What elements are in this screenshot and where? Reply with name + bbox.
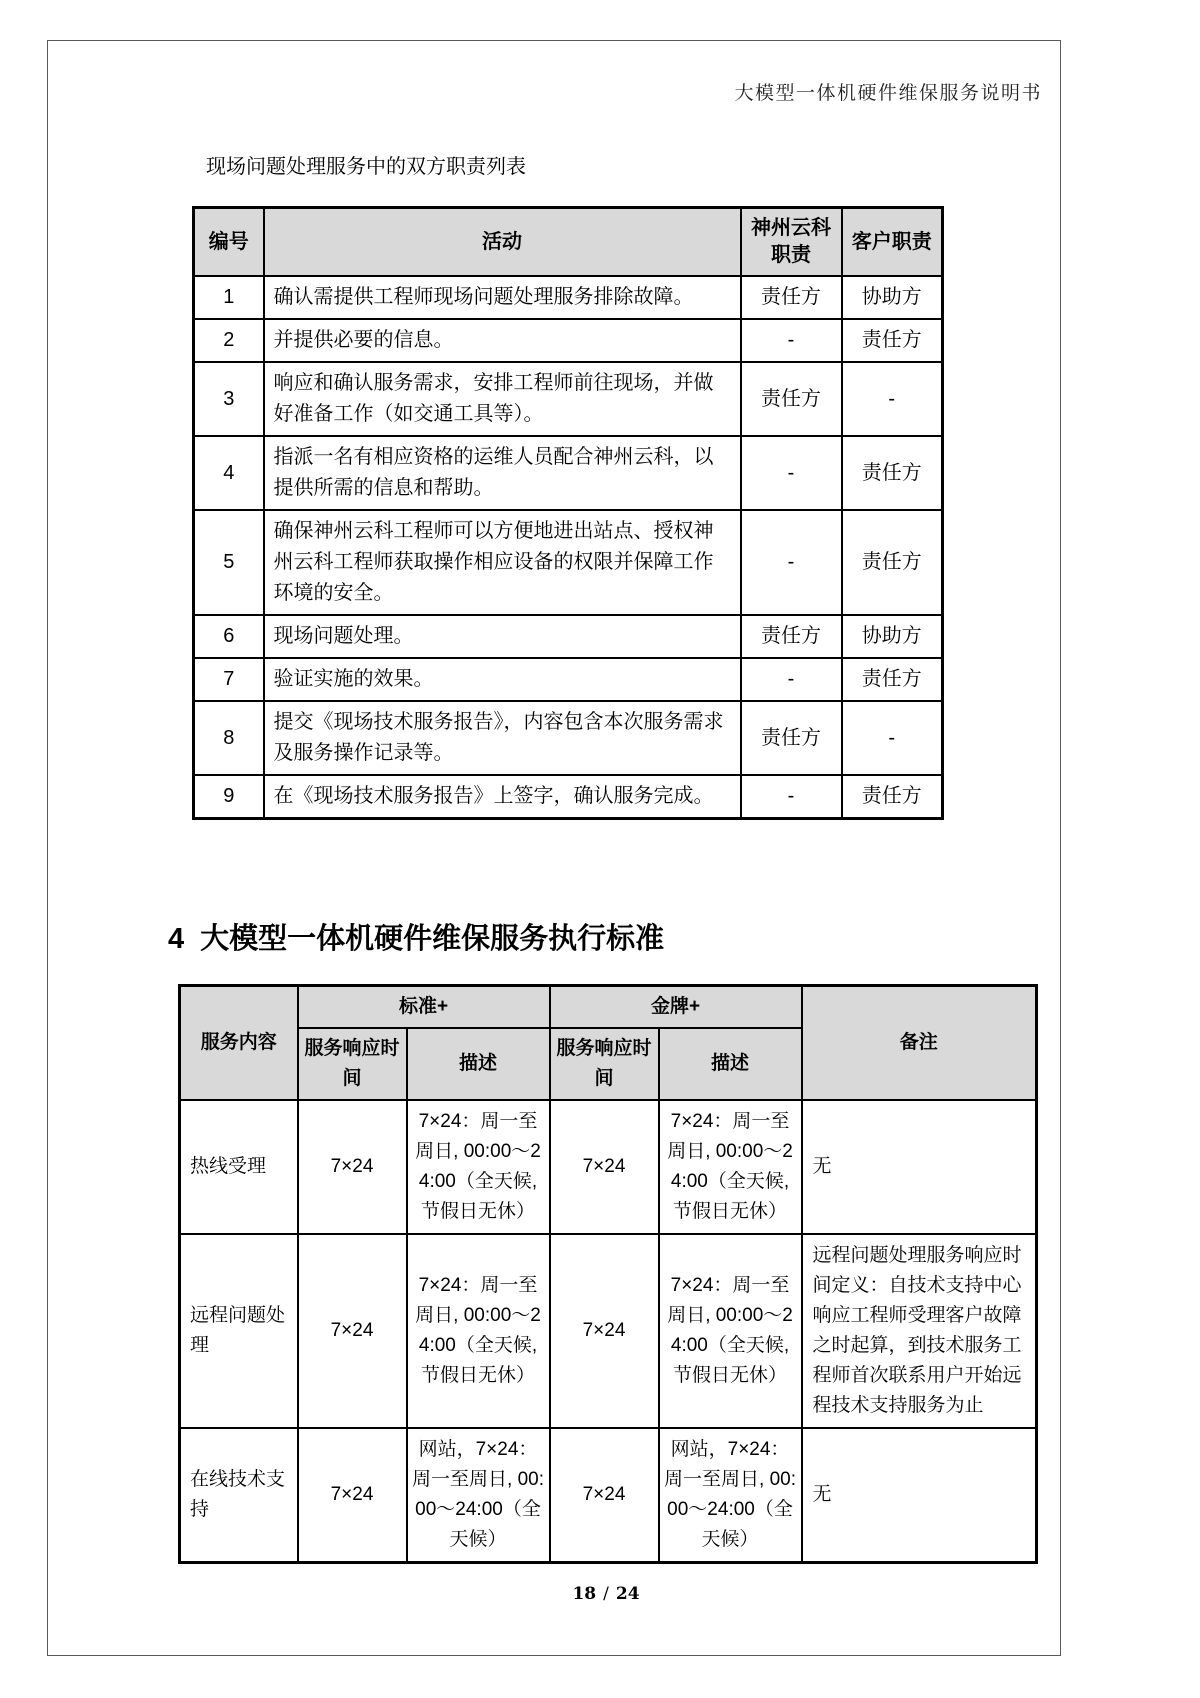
col-header-service-content: 服务内容 bbox=[180, 986, 298, 1101]
cell-activity: 验证实施的效果。 bbox=[264, 658, 741, 701]
sla-standards-table bbox=[178, 984, 1038, 1564]
cell-std-desc: 网站，7×24：周一至周日, 00:00～24:00（全天候） bbox=[407, 1428, 550, 1563]
cell-std-time: 7×24 bbox=[298, 1100, 407, 1234]
cell-std-desc: 7×24：周一至周日, 00:00～24:00（全天候, 节假日无休） bbox=[407, 1234, 550, 1428]
document-header bbox=[170, 78, 1042, 105]
cell-vendor-role: 责任方 bbox=[741, 615, 842, 658]
table-row bbox=[194, 510, 943, 615]
cell-activity: 提交《现场技术服务报告》，内容包含本次服务需求及服务操作记录等。 bbox=[264, 701, 741, 775]
cell-no: 5 bbox=[194, 510, 264, 615]
cell-vendor-role: 责任方 bbox=[741, 276, 842, 319]
cell-no: 9 bbox=[194, 775, 264, 819]
total-pages: 24 bbox=[615, 1584, 640, 1604]
responsibility-table bbox=[192, 206, 944, 820]
cell-service: 热线受理 bbox=[180, 1100, 298, 1234]
cell-gold-desc: 7×24：周一至周日, 00:00～24:00（全天候, 节假日无休） bbox=[659, 1100, 802, 1234]
cell-vendor-role: 责任方 bbox=[741, 362, 842, 436]
cell-customer-role: 责任方 bbox=[842, 319, 943, 362]
cell-customer-role: 责任方 bbox=[842, 658, 943, 701]
table-row bbox=[194, 775, 943, 819]
col-header-response-time: 服务响应时间 bbox=[298, 1028, 407, 1100]
table-row bbox=[194, 615, 943, 658]
table-row bbox=[180, 1100, 1037, 1234]
cell-gold-time: 7×24 bbox=[550, 1428, 659, 1563]
table-row bbox=[194, 362, 943, 436]
cell-service: 在线技术支持 bbox=[180, 1428, 298, 1563]
cell-vendor-role: - bbox=[741, 510, 842, 615]
cell-customer-role: - bbox=[842, 362, 943, 436]
header-title: 大模型一体机硬件维保服务说明书 bbox=[734, 82, 1042, 104]
cell-std-time: 7×24 bbox=[298, 1428, 407, 1563]
cell-activity: 并提供必要的信息。 bbox=[264, 319, 741, 362]
cell-gold-time: 7×24 bbox=[550, 1100, 659, 1234]
col-header-gold-plus: 金牌+ bbox=[550, 986, 802, 1029]
col-header-customer-duty: 客户职责 bbox=[842, 208, 943, 277]
table-row bbox=[194, 436, 943, 510]
table1-caption: 现场问题处理服务中的双方职责列表 bbox=[206, 156, 526, 178]
cell-vendor-role: - bbox=[741, 658, 842, 701]
cell-service: 远程问题处理 bbox=[180, 1234, 298, 1428]
cell-vendor-role: - bbox=[741, 319, 842, 362]
page-number-separator: / bbox=[603, 1584, 609, 1604]
cell-no: 8 bbox=[194, 701, 264, 775]
section-number: 4 bbox=[168, 923, 185, 955]
col-header-vendor-duty: 神州云科职责 bbox=[741, 208, 842, 277]
cell-vendor-role: - bbox=[741, 775, 842, 819]
cell-activity: 确认需提供工程师现场问题处理服务排除故障。 bbox=[264, 276, 741, 319]
cell-activity: 指派一名有相应资格的运维人员配合神州云科，以提供所需的信息和帮助。 bbox=[264, 436, 741, 510]
table-row bbox=[194, 276, 943, 319]
cell-vendor-role: 责任方 bbox=[741, 701, 842, 775]
cell-gold-desc: 网站，7×24：周一至周日, 00:00～24:00（全天候） bbox=[659, 1428, 802, 1563]
cell-no: 6 bbox=[194, 615, 264, 658]
cell-customer-role: 协助方 bbox=[842, 615, 943, 658]
cell-remark: 远程问题处理服务响应时间定义：自技术支持中心响应工程师受理客户故障之时起算，到技术服务工程师首次联系用户开始远程技术支持服务为止 bbox=[802, 1234, 1037, 1428]
col-header-standard-plus: 标准+ bbox=[298, 986, 550, 1029]
cell-std-desc: 7×24：周一至周日, 00:00～24:00（全天候, 节假日无休） bbox=[407, 1100, 550, 1234]
table-row bbox=[194, 701, 943, 775]
cell-activity: 响应和确认服务需求，安排工程师前往现场，并做好准备工作（如交通工具等）。 bbox=[264, 362, 741, 436]
col-header-activity: 活动 bbox=[264, 208, 741, 277]
table-row bbox=[194, 658, 943, 701]
table-header-row bbox=[180, 986, 1037, 1029]
cell-customer-role: 责任方 bbox=[842, 775, 943, 819]
col-header-description: 描述 bbox=[659, 1028, 802, 1100]
cell-customer-role: - bbox=[842, 701, 943, 775]
table-row bbox=[180, 1428, 1037, 1563]
cell-activity: 现场问题处理。 bbox=[264, 615, 741, 658]
cell-gold-desc: 7×24：周一至周日, 00:00～24:00（全天候, 节假日无休） bbox=[659, 1234, 802, 1428]
table-row bbox=[180, 1234, 1037, 1428]
col-header-remark: 备注 bbox=[802, 986, 1037, 1101]
cell-activity: 在《现场技术服务报告》上签字，确认服务完成。 bbox=[264, 775, 741, 819]
cell-gold-time: 7×24 bbox=[550, 1234, 659, 1428]
col-header-response-time: 服务响应时间 bbox=[550, 1028, 659, 1100]
table-header-row bbox=[194, 208, 943, 277]
cell-no: 4 bbox=[194, 436, 264, 510]
cell-activity: 确保神州云科工程师可以方便地进出站点、授权神州云科工程师获取操作相应设备的权限并保障工作环境的安全。 bbox=[264, 510, 741, 615]
cell-vendor-role: - bbox=[741, 436, 842, 510]
cell-remark: 无 bbox=[802, 1100, 1037, 1234]
cell-no: 2 bbox=[194, 319, 264, 362]
table-row bbox=[194, 319, 943, 362]
section-heading bbox=[168, 916, 664, 957]
section-title: 大模型一体机硬件维保服务执行标准 bbox=[200, 923, 665, 955]
page-footer bbox=[170, 1584, 1042, 1604]
cell-no: 3 bbox=[194, 362, 264, 436]
page-number: 18 bbox=[572, 1584, 597, 1604]
cell-customer-role: 责任方 bbox=[842, 436, 943, 510]
cell-remark: 无 bbox=[802, 1428, 1037, 1563]
cell-customer-role: 协助方 bbox=[842, 276, 943, 319]
cell-std-time: 7×24 bbox=[298, 1234, 407, 1428]
cell-no: 1 bbox=[194, 276, 264, 319]
col-header-description: 描述 bbox=[407, 1028, 550, 1100]
col-header-no: 编号 bbox=[194, 208, 264, 277]
cell-customer-role: 责任方 bbox=[842, 510, 943, 615]
cell-no: 7 bbox=[194, 658, 264, 701]
